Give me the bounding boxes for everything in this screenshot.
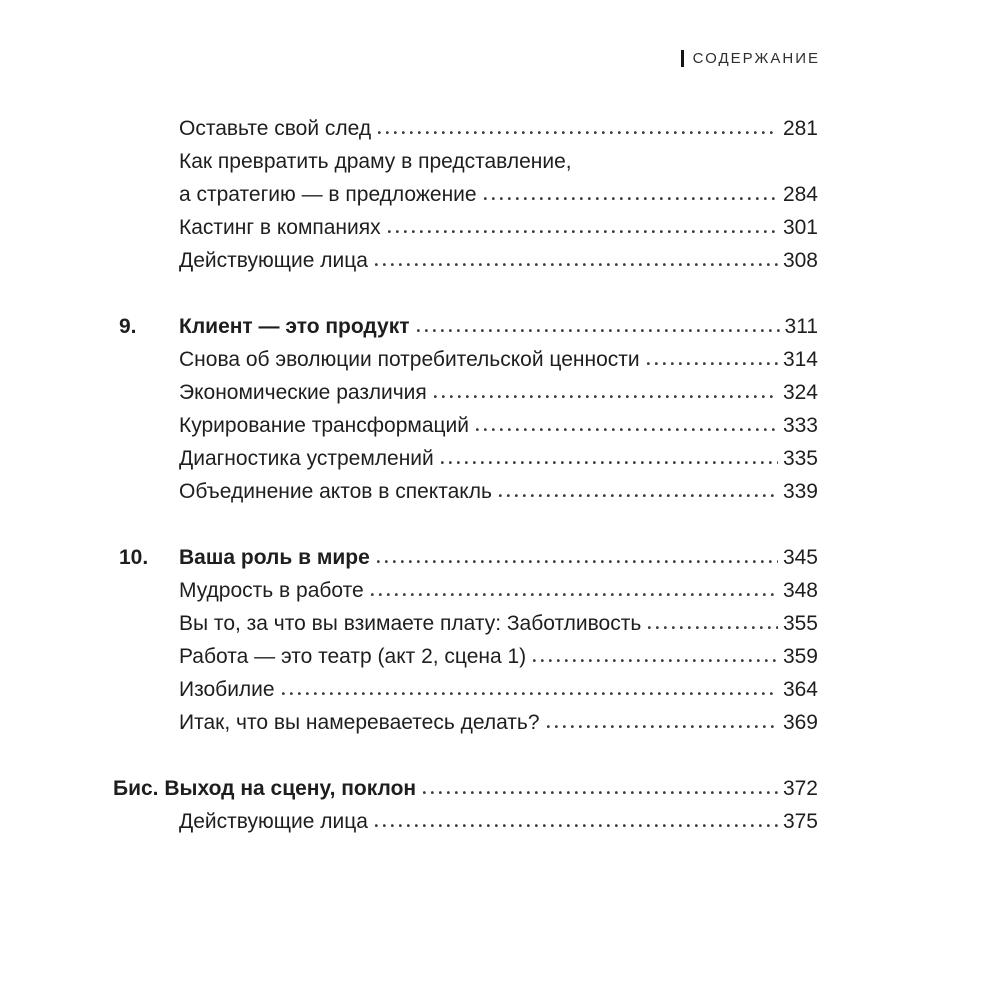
dot-leader (547, 725, 778, 728)
toc-row (113, 541, 818, 574)
toc-page-number: 372 (782, 777, 818, 800)
toc-entry-title: Вы то, за что вы взимаете плату: Заботливость (179, 612, 642, 635)
toc-row (113, 112, 818, 145)
dot-leader (441, 461, 778, 464)
toc-page-number: 335 (782, 447, 818, 470)
page-header-title: СОДЕРЖАНИЕ (692, 50, 820, 67)
toc-row (113, 211, 818, 244)
dot-leader (375, 824, 778, 827)
toc-page-number: 375 (782, 810, 818, 833)
toc-entry-title: Кастинг в компаниях (179, 216, 381, 239)
toc-entry-title: Клиент — это продукт (179, 315, 410, 338)
toc-entry-title: Мудрость в работе (179, 579, 364, 602)
dot-leader (378, 131, 778, 134)
toc-row (113, 475, 818, 508)
toc-page-number: 311 (784, 315, 818, 338)
toc-entry-title: Действующие лица (179, 249, 368, 272)
dot-leader (476, 428, 778, 431)
toc-entry-title: Как превратить драму в представление, (179, 150, 572, 173)
dot-leader (388, 230, 778, 233)
toc-page-number: 324 (782, 381, 818, 404)
dot-leader (282, 692, 778, 695)
toc-entry-title: Изобилие (179, 678, 275, 701)
toc-page-number: 355 (782, 612, 818, 635)
toc-page-number: 284 (782, 183, 818, 206)
header-bar-icon (681, 50, 684, 67)
toc-row (113, 607, 818, 640)
dot-leader (377, 560, 778, 563)
toc-entry-title: Снова об эволюции потребительской ценности (179, 348, 640, 371)
dot-leader (484, 197, 778, 200)
toc-page-number: 348 (782, 579, 818, 602)
dot-leader (533, 659, 778, 662)
toc-page-number: 308 (782, 249, 818, 272)
toc-page-number: 314 (782, 348, 818, 371)
toc-row (113, 409, 818, 442)
dot-leader (647, 362, 778, 365)
toc-section (113, 772, 818, 838)
toc-page-number: 333 (782, 414, 818, 437)
toc-row (113, 145, 818, 178)
toc-page-number: 301 (782, 216, 818, 239)
dot-leader (371, 593, 778, 596)
toc-entry-title: Объединение актов в спектакль (179, 480, 492, 503)
toc-section (113, 541, 818, 739)
dot-leader (417, 329, 780, 332)
toc-entry-title: Действующие лица (179, 810, 368, 833)
toc-chapter-number: 9. (119, 315, 137, 338)
toc-row (113, 574, 818, 607)
toc-entry-title: а стратегию — в предложение (179, 183, 477, 206)
toc-section (113, 112, 818, 277)
page-header (681, 50, 820, 67)
toc-row (113, 376, 818, 409)
toc-row (113, 343, 818, 376)
toc-chapter-number: 10. (119, 546, 149, 569)
toc-row (113, 310, 818, 343)
toc-row (113, 673, 818, 706)
toc-section (113, 310, 818, 508)
toc-page-number: 359 (782, 645, 818, 668)
dot-leader (375, 263, 778, 266)
toc-entry-title: Ваша роль в мире (179, 546, 370, 569)
toc-entry-title: Бис. Выход на сцену, поклон (113, 777, 417, 800)
dot-leader (434, 395, 778, 398)
toc-page-number: 281 (782, 117, 818, 140)
toc-row (113, 640, 818, 673)
toc-entry-title: Курирование трансформаций (179, 414, 470, 437)
toc-row (113, 178, 818, 211)
toc-page-number: 339 (782, 480, 818, 503)
toc-entry-title: Диагностика устремлений (179, 447, 434, 470)
toc-row (113, 442, 818, 475)
toc-entry-title: Итак, что вы намереваетесь делать? (179, 711, 540, 734)
toc-entry-title: Экономические различия (179, 381, 427, 404)
toc-list (113, 112, 818, 838)
dot-leader (648, 626, 778, 629)
toc-entry-title: Оставьте свой след (179, 117, 372, 140)
toc-entry-title: Работа — это театр (акт 2, сцена 1) (179, 645, 527, 668)
toc-row (113, 706, 818, 739)
dot-leader (423, 791, 778, 794)
toc-row (113, 244, 818, 277)
toc-page-number: 369 (782, 711, 818, 734)
toc-page-number: 364 (782, 678, 818, 701)
toc-row (113, 772, 818, 805)
toc-row (113, 805, 818, 838)
toc-page-number: 345 (782, 546, 818, 569)
dot-leader (499, 494, 778, 497)
